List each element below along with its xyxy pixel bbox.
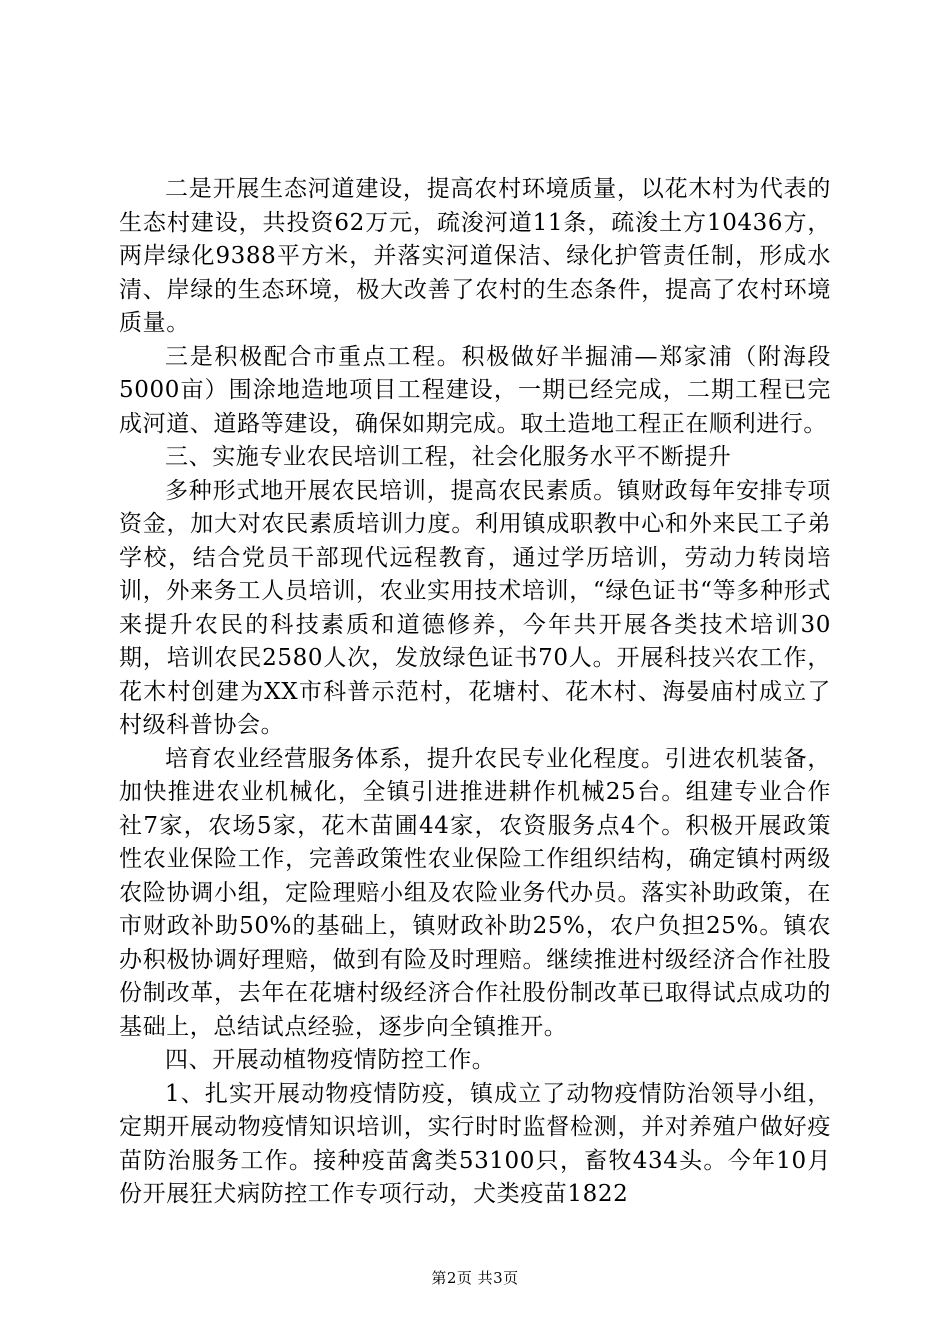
page-footer: 第2页 共3页 bbox=[431, 1269, 519, 1287]
paragraph-ecological-river: 二是开展生态河道建设，提高农村环境质量，以花木村为代表的生态村建设，共投资62万元，疏浚河道11条，疏浚土方10436方，两岸绿化9388平方米，并落实河道保洁、绿化护管责任制，形成水清、岸绿的生态环境，极大改善了农村的生态条件，提高了农村环境质量。 bbox=[119, 176, 831, 336]
paragraph-key-projects: 三是积极配合市重点工程。积极做好半掘浦—郑家浦（附海段5000亩）围涂地造地项目工程建设，一期已经完成，二期工程已完成河道、道路等建设，确保如期完成。取土造地工程正在顺利进行。 bbox=[119, 343, 831, 437]
document-body bbox=[119, 173, 831, 1212]
paragraph-agri-services: 培育农业经营服务体系，提升农民专业化程度。引进农机装备，加快推进农业机械化，全镇引进推进耕作机械25台。组建专业合作社7家，农场5家，花木苗圃44家，农资服务点4个。积极开展政策性农业保险工作，完善政策性农业保险工作组织结构，确定镇村两级农险协调小组，定险理赔小组及农险业务代办员。落实补助政策，在市财政补助50%的基础上，镇财政补助25%，农户负担25%。镇农办积极协调好理赔，做到有险及时理赔。继续推进村级经济合作社股份制改革，去年在花塘村级经济合作社股份制改革已取得试点成功的基础上，总结试点经验，逐步向全镇推开。 bbox=[119, 745, 831, 1040]
section-heading-farmer-training: 三、实施专业农民培训工程，社会化服务水平不断提升 bbox=[165, 444, 732, 470]
paragraph-animal-epidemic: 1、扎实开展动物疫情防疫，镇成立了动物疫情防治领导小组，定期开展动物疫情知识培训，实行时时监督检测，并对养殖户做好疫苗防治服务工作。接种疫苗禽类53100只，畜牧434头。今年10月份开展狂犬病防控工作专项行动，犬类疫苗1822 bbox=[119, 1080, 831, 1207]
section-heading-epidemic-control: 四、开展动植物疫情防控工作。 bbox=[165, 1047, 496, 1073]
paragraph-farmer-training: 多种形式地开展农民培训，提高农民素质。镇财政每年安排专项资金，加大对农民素质培训力度。利用镇成职教中心和外来民工子弟学校，结合党员干部现代远程教育，通过学历培训，劳动力转岗培训，外来务工人员培训，农业实用技术培训，“绿色证书“等多种形式来提升农民的科技素质和道德修养，今年共开展各类技术培训30期，培训农民2580人次，发放绿色证书70人。开展科技兴农工作，花木村创建为XX市科普示范村，花塘村、花木村、海晏庙村成立了村级科普协会。 bbox=[119, 477, 831, 738]
